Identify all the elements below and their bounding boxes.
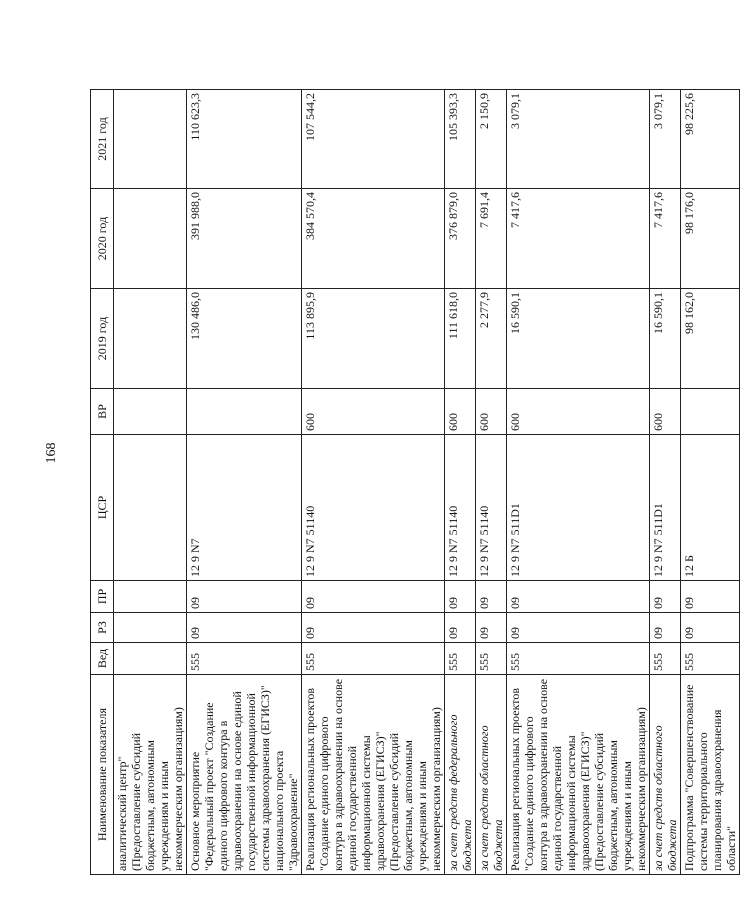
cell-csr: 12 9 N7 51140 <box>445 435 476 581</box>
cell-vr <box>114 389 187 435</box>
budget-table <box>90 89 740 875</box>
header-2019: 2019 год <box>91 289 114 389</box>
cell-name: аналитический центр" (Предоставление субсидий бюджетным, автономным учреждениям и иным некоммерческим организациям) <box>114 675 187 875</box>
cell-name: за счет средств областного бюджета <box>650 675 681 875</box>
cell-name: за счет средств федерального бюджета <box>445 675 476 875</box>
cell-pr: 09 <box>187 581 302 613</box>
cell-2020: 98 176,0 <box>681 189 740 289</box>
cell-rz: 09 <box>187 613 302 643</box>
cell-name: Основное мероприятие "Федеральный проект "Создание единого цифрового контура в здравоохранении на основе единой государственной информационной системы здравоохранения (ЕГИСЗ)" национального проекта "Здравоохранение" <box>187 675 302 875</box>
cell-2020: 391 988,0 <box>187 189 302 289</box>
table-row <box>302 90 445 875</box>
header-pr: ПР <box>91 581 114 613</box>
table-row <box>187 90 302 875</box>
cell-name: за счет средств областного бюджета <box>476 675 507 875</box>
page-number: 168 <box>44 442 59 464</box>
header-rz: РЗ <box>91 613 114 643</box>
cell-2020: 7 691,4 <box>476 189 507 289</box>
cell-vr <box>681 389 740 435</box>
cell-2019: 2 277,9 <box>476 289 507 389</box>
cell-ved: 555 <box>187 643 302 675</box>
table-row <box>114 90 187 875</box>
header-2020: 2020 год <box>91 189 114 289</box>
cell-rz: 09 <box>302 613 445 643</box>
cell-2019: 16 590,1 <box>650 289 681 389</box>
cell-pr: 09 <box>681 581 740 613</box>
header-vr: ВР <box>91 389 114 435</box>
cell-vr: 600 <box>650 389 681 435</box>
cell-ved: 555 <box>302 643 445 675</box>
cell-2021: 105 393,3 <box>445 90 476 189</box>
cell-2019: 16 590,1 <box>507 289 650 389</box>
cell-vr: 600 <box>445 389 476 435</box>
table-row <box>476 90 507 875</box>
cell-2020: 376 879,0 <box>445 189 476 289</box>
cell-pr: 09 <box>650 581 681 613</box>
header-ved: Вед <box>91 643 114 675</box>
cell-rz: 09 <box>681 613 740 643</box>
cell-2021: 98 225,6 <box>681 90 740 189</box>
cell-2020 <box>114 189 187 289</box>
cell-ved: 555 <box>445 643 476 675</box>
table-row <box>445 90 476 875</box>
cell-vr: 600 <box>476 389 507 435</box>
cell-2021: 107 544,2 <box>302 90 445 189</box>
cell-csr: 12 9 N7 51140 <box>476 435 507 581</box>
cell-pr <box>114 581 187 613</box>
cell-2020: 7 417,6 <box>650 189 681 289</box>
table-row <box>507 90 650 875</box>
table-row <box>650 90 681 875</box>
cell-rz <box>114 613 187 643</box>
cell-ved: 555 <box>507 643 650 675</box>
cell-csr: 12 9 N7 511D1 <box>507 435 650 581</box>
cell-pr: 09 <box>302 581 445 613</box>
cell-rz: 09 <box>507 613 650 643</box>
cell-pr: 09 <box>445 581 476 613</box>
cell-ved: 555 <box>650 643 681 675</box>
cell-name: Подпрограмма "Совершенствование системы территориального планирования здравоохранения области" <box>681 675 740 875</box>
cell-2019: 130 486,0 <box>187 289 302 389</box>
cell-2019: 111 618,0 <box>445 289 476 389</box>
cell-pr: 09 <box>476 581 507 613</box>
header-name: Наименование показателя <box>91 675 114 875</box>
cell-ved <box>114 643 187 675</box>
table-header-row <box>91 90 114 875</box>
table-row <box>681 90 740 875</box>
cell-rz: 09 <box>476 613 507 643</box>
cell-2021 <box>114 90 187 189</box>
cell-2021: 3 079,1 <box>507 90 650 189</box>
cell-csr: 12 9 N7 511D1 <box>650 435 681 581</box>
cell-2020: 7 417,6 <box>507 189 650 289</box>
header-2021: 2021 год <box>91 90 114 189</box>
cell-2021: 3 079,1 <box>650 90 681 189</box>
cell-csr: 12 9 N7 51140 <box>302 435 445 581</box>
cell-ved: 555 <box>681 643 740 675</box>
cell-csr: 12 9 N7 <box>187 435 302 581</box>
cell-2019 <box>114 289 187 389</box>
cell-rz: 09 <box>445 613 476 643</box>
cell-2019: 113 895,9 <box>302 289 445 389</box>
cell-2021: 2 150,9 <box>476 90 507 189</box>
cell-csr: 12 Б <box>681 435 740 581</box>
cell-vr: 600 <box>507 389 650 435</box>
cell-vr: 600 <box>302 389 445 435</box>
cell-2021: 110 623,3 <box>187 90 302 189</box>
cell-ved: 555 <box>476 643 507 675</box>
cell-2019: 98 162,0 <box>681 289 740 389</box>
cell-csr <box>114 435 187 581</box>
cell-name: Реализация региональных проектов "Создание единого цифрового контура в здравоохранении на основе единой государственной информационной системы здравоохранения (ЕГИСЗ)" (Предоставление субсидий бюджетным, автономным учреждениям и иным некоммерческим организациям) <box>507 675 650 875</box>
table-body <box>114 90 740 875</box>
cell-pr: 09 <box>507 581 650 613</box>
cell-2020: 384 570,4 <box>302 189 445 289</box>
cell-rz: 09 <box>650 613 681 643</box>
cell-name: Реализация региональных проектов "Создание единого цифрового контура в здравоохранении на основе единой государственной информационной системы здравоохранения (ЕГИСЗ)" (Предоставление субсидий бюджетным, автономным учреждениям и иным некоммерческим организациям) <box>302 675 445 875</box>
cell-vr <box>187 389 302 435</box>
rotated-table-wrapper <box>90 90 738 875</box>
header-csr: ЦСР <box>91 435 114 581</box>
